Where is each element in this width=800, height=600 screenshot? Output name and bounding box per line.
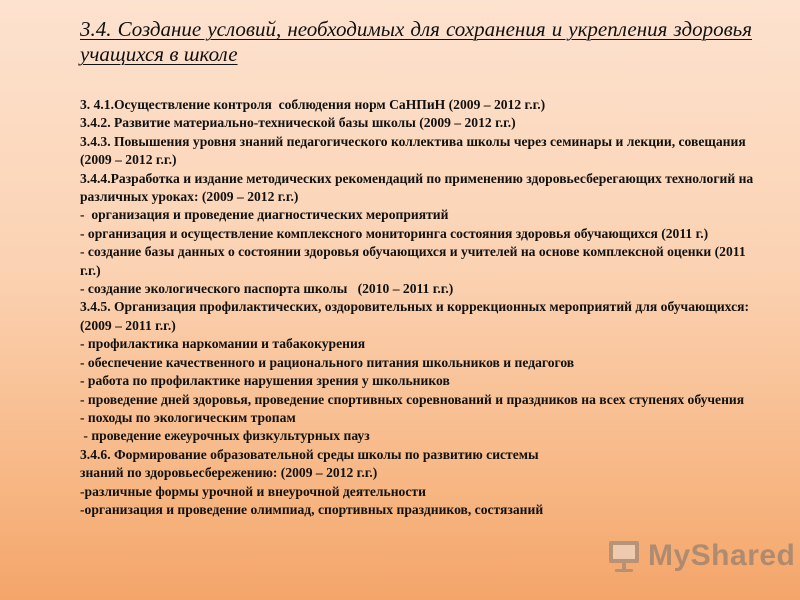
list-item: - профилактика наркомании и табакокурения	[80, 336, 366, 352]
list-item: 3.4.3. Повышения уровня знаний педагогического коллектива школы через семинары и лекции, совещания (2009 – 2012 г.г.)	[80, 133, 750, 168]
list-item: -организация и проведение олимпиад, спортивных праздников, состязаний	[80, 501, 544, 517]
list-item: - походы по экологическим тропам	[80, 409, 296, 425]
list-item: - организация и проведение диагностических мероприятий	[80, 207, 449, 223]
slide-title: 3.4. Создание условий, необходимых для сохранения и укрепления здоровья учащихся в школе	[80, 17, 752, 66]
list-item: 3.4.6. Формирование образовательной среды школы по развитию системы	[80, 446, 539, 462]
watermark-text: MyShared	[648, 539, 796, 572]
list-item: -различные формы урочной и внеурочной деятельности	[80, 483, 426, 499]
list-item: 3. 4.1.Осуществление контроля соблюдения норм СаНПиН (2009 – 2012 г.г.)	[80, 97, 546, 112]
list-item: 3.4.5. Организация профилактических, оздоровительных и коррекционных мероприятий для обучающихся: (2009 – 2011 г.г.)	[80, 299, 756, 333]
list-item: - проведение дней здоровья, проведение спортивных соревнований и праздников на всех ступенях обучения	[80, 391, 745, 407]
list-item: - создание базы данных о состоянии здоровья обучающихся и учителей на основе комплексной оценки (2011 г.г.)	[80, 244, 750, 278]
list-item: - обеспечение качественного и рационального питания школьников и педагогов	[80, 354, 575, 370]
projector-screen-icon	[606, 538, 642, 574]
list-item: - работа по профилактике нарушения зрения у школьников	[80, 373, 450, 389]
list-item: - создание экологического паспорта школы (2010 – 2011 г.г.)	[80, 281, 454, 297]
list-item: знаний по здоровьесбережению: (2009 – 2012 г.г.)	[80, 465, 378, 481]
list-item: - организация и осуществление комплексного мониторинга состояния здоровья обучающихся (2011 г.)	[80, 225, 709, 241]
list-item: 3.4.2. Развитие материально-технической базы школы (2009 – 2012 г.г.)	[80, 115, 516, 131]
list-item: - проведение ежеурочных физкультурных пауз	[80, 428, 370, 444]
watermark-logo	[606, 536, 795, 576]
list-item: 3.4.4.Разработка и издание методических рекомендаций по применению здоровьесберегающих технологий на различных уроках: (2009 – 2012 г.г.)	[80, 170, 757, 205]
slide-content	[80, 96, 755, 519]
